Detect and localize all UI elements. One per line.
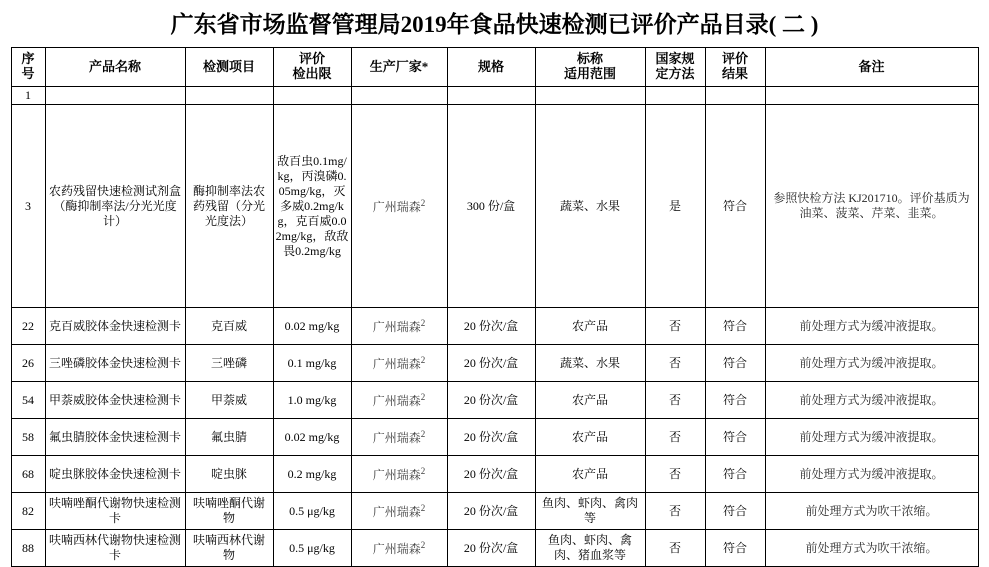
cell-scope (535, 87, 645, 105)
cell-spec: 20 份次/盒 (447, 419, 535, 456)
cell-manufacturer (351, 345, 447, 382)
cell-detection-limit: 0.1 mg/kg (273, 345, 351, 382)
manufacturer-name: 广州瑞森 (372, 541, 421, 556)
cell-product-name: 甲萘威胶体金快速检测卡 (45, 382, 185, 419)
manufacturer-footnote: 2 (420, 197, 426, 208)
cell-result (705, 87, 765, 105)
cell-product-name: 克百威胶体金快速检测卡 (45, 308, 185, 345)
cell-national-method: 否 (645, 419, 705, 456)
cell-test-item: 酶抑制率法农药残留（分光光度法） (185, 105, 273, 308)
cell-seq: 22 (11, 308, 45, 345)
cell-seq: 54 (11, 382, 45, 419)
cell-remark: 前处理方式为缓冲液提取。 (765, 456, 978, 493)
cell-scope: 鱼肉、虾肉、禽肉、猪血浆等 (535, 530, 645, 567)
cell-remark: 前处理方式为缓冲液提取。 (765, 419, 978, 456)
cell-detection-limit: 0.2 mg/kg (273, 456, 351, 493)
cell-seq: 82 (11, 493, 45, 530)
cell-detection-limit: 敌百虫0.1mg/kg，丙溴磷0.05mg/kg，灭多威0.2mg/kg，克百威0.02mg/kg，敌敌畏0.2mg/kg (273, 105, 351, 308)
cell-remark: 前处理方式为吹干浓缩。 (765, 493, 978, 530)
cell-national-method: 否 (645, 382, 705, 419)
table-row (11, 105, 978, 308)
cell-detection-limit: 0.02 mg/kg (273, 308, 351, 345)
manufacturer-name: 广州瑞森 (372, 467, 421, 482)
manufacturer-name: 广州瑞森 (372, 199, 421, 214)
cell-test-item: 甲萘威 (185, 382, 273, 419)
manufacturer-name: 广州瑞森 (372, 430, 421, 445)
cell-remark: 前处理方式为缓冲液提取。 (765, 382, 978, 419)
column-header-remark: 备注 (765, 48, 978, 87)
cell-detection-limit (273, 87, 351, 105)
cell-manufacturer (351, 87, 447, 105)
manufacturer-footnote: 2 (420, 502, 426, 513)
cell-national-method: 否 (645, 456, 705, 493)
cell-remark: 前处理方式为缓冲液提取。 (765, 345, 978, 382)
table-row (11, 382, 978, 419)
cell-spec: 20 份次/盒 (447, 382, 535, 419)
cell-seq: 3 (11, 105, 45, 308)
manufacturer-name: 广州瑞森 (372, 356, 421, 371)
cell-scope: 农产品 (535, 419, 645, 456)
column-header-result (705, 48, 765, 87)
cell-remark: 前处理方式为缓冲液提取。 (765, 308, 978, 345)
cell-national-method: 否 (645, 493, 705, 530)
cell-seq: 58 (11, 419, 45, 456)
cell-test-item: 克百威 (185, 308, 273, 345)
cell-product-name: 三唑磷胶体金快速检测卡 (45, 345, 185, 382)
cell-remark: 前处理方式为吹干浓缩。 (765, 530, 978, 567)
cell-manufacturer (351, 419, 447, 456)
cell-result: 符合 (705, 530, 765, 567)
cell-result: 符合 (705, 308, 765, 345)
product-catalog-table (11, 47, 979, 567)
cell-manufacturer (351, 493, 447, 530)
cell-test-item: 三唑磷 (185, 345, 273, 382)
table-row (11, 530, 978, 567)
cell-spec: 20 份次/盒 (447, 345, 535, 382)
cell-product-name: 啶虫脒胶体金快速检测卡 (45, 456, 185, 493)
cell-scope: 鱼肉、虾肉、禽肉等 (535, 493, 645, 530)
column-header-national-method (645, 48, 705, 87)
cell-product-name: 氟虫腈胶体金快速检测卡 (45, 419, 185, 456)
column-header-seq-line2: 号 (21, 66, 35, 81)
column-header-test-item: 检测项目 (185, 48, 273, 87)
cell-manufacturer (351, 530, 447, 567)
cell-detection-limit: 0.5 μg/kg (273, 493, 351, 530)
table-row (11, 419, 978, 456)
table-row (11, 345, 978, 382)
column-header-result-line2: 结果 (721, 66, 748, 81)
cell-product-name: 呋喃西林代谢物快速检测卡 (45, 530, 185, 567)
cell-national-method: 否 (645, 308, 705, 345)
cell-manufacturer (351, 382, 447, 419)
cell-scope: 农产品 (535, 456, 645, 493)
cell-result: 符合 (705, 105, 765, 308)
cell-national-method: 是 (645, 105, 705, 308)
cell-spec: 20 份次/盒 (447, 530, 535, 567)
cell-national-method: 否 (645, 345, 705, 382)
column-header-seq-line1: 序 (21, 51, 35, 67)
cell-scope: 农产品 (535, 382, 645, 419)
manufacturer-footnote: 2 (420, 317, 426, 328)
column-header-limit-line1: 评价 (298, 51, 325, 67)
cell-result: 符合 (705, 419, 765, 456)
column-header-method-line2: 定方法 (655, 66, 695, 81)
cell-remark (765, 87, 978, 105)
cell-detection-limit: 0.02 mg/kg (273, 419, 351, 456)
manufacturer-footnote: 2 (420, 539, 426, 550)
cell-seq: 88 (11, 530, 45, 567)
table-row (11, 456, 978, 493)
column-header-scope-line1: 标称 (576, 51, 603, 67)
column-header-method-line1: 国家规 (655, 51, 695, 67)
table-row (11, 87, 978, 105)
cell-test-item: 呋喃唑酮代谢物 (185, 493, 273, 530)
cell-product-name: 呋喃唑酮代谢物快速检测卡 (45, 493, 185, 530)
manufacturer-name: 广州瑞森 (372, 319, 421, 334)
cell-result: 符合 (705, 493, 765, 530)
column-header-product-name: 产品名称 (45, 48, 185, 87)
cell-test-item: 呋喃西林代谢物 (185, 530, 273, 567)
manufacturer-footnote: 2 (420, 428, 426, 439)
cell-seq: 68 (11, 456, 45, 493)
column-header-result-line1: 评价 (721, 51, 748, 67)
cell-result: 符合 (705, 345, 765, 382)
cell-product-name: 农药残留快速检测试剂盒（酶抑制率法/分光光度计） (45, 105, 185, 308)
column-header-seq (11, 48, 45, 87)
manufacturer-footnote: 2 (420, 354, 426, 365)
cell-product-name (45, 87, 185, 105)
cell-national-method: 否 (645, 530, 705, 567)
cell-scope: 蔬菜、水果 (535, 345, 645, 382)
cell-scope: 农产品 (535, 308, 645, 345)
column-header-detection-limit (273, 48, 351, 87)
table-row (11, 308, 978, 345)
table-header-row (11, 48, 978, 87)
column-header-limit-line2: 检出限 (292, 66, 332, 81)
cell-result: 符合 (705, 456, 765, 493)
cell-detection-limit: 1.0 mg/kg (273, 382, 351, 419)
manufacturer-footnote: 2 (420, 391, 426, 402)
cell-remark: 参照快检方法 KJ201710。评价基质为油菜、菠菜、芹菜、韭菜。 (765, 105, 978, 308)
manufacturer-footnote: 2 (420, 465, 426, 476)
manufacturer-name: 广州瑞森 (372, 393, 421, 408)
page-title: 广东省市场监督管理局2019年食品快速检测已评价产品目录( 二 ) (170, 12, 819, 37)
table-body (11, 87, 978, 567)
cell-spec: 300 份/盒 (447, 105, 535, 308)
cell-scope: 蔬菜、水果 (535, 105, 645, 308)
cell-test-item: 啶虫脒 (185, 456, 273, 493)
cell-spec: 20 份次/盒 (447, 308, 535, 345)
cell-manufacturer (351, 105, 447, 308)
column-header-spec: 规格 (447, 48, 535, 87)
cell-test-item (185, 87, 273, 105)
cell-seq: 26 (11, 345, 45, 382)
manufacturer-name: 广州瑞森 (372, 504, 421, 519)
cell-detection-limit: 0.5 μg/kg (273, 530, 351, 567)
cell-result: 符合 (705, 382, 765, 419)
cell-seq: 1 (11, 87, 45, 105)
cell-spec: 20 份次/盒 (447, 456, 535, 493)
cell-national-method (645, 87, 705, 105)
cell-spec (447, 87, 535, 105)
cell-manufacturer (351, 456, 447, 493)
column-header-scope-line2: 适用范围 (563, 66, 616, 81)
cell-test-item: 氟虫腈 (185, 419, 273, 456)
column-header-manufacturer: 生产厂家* (351, 48, 447, 87)
cell-spec: 20 份次/盒 (447, 493, 535, 530)
column-header-scope (535, 48, 645, 87)
table-row (11, 493, 978, 530)
cell-manufacturer (351, 308, 447, 345)
